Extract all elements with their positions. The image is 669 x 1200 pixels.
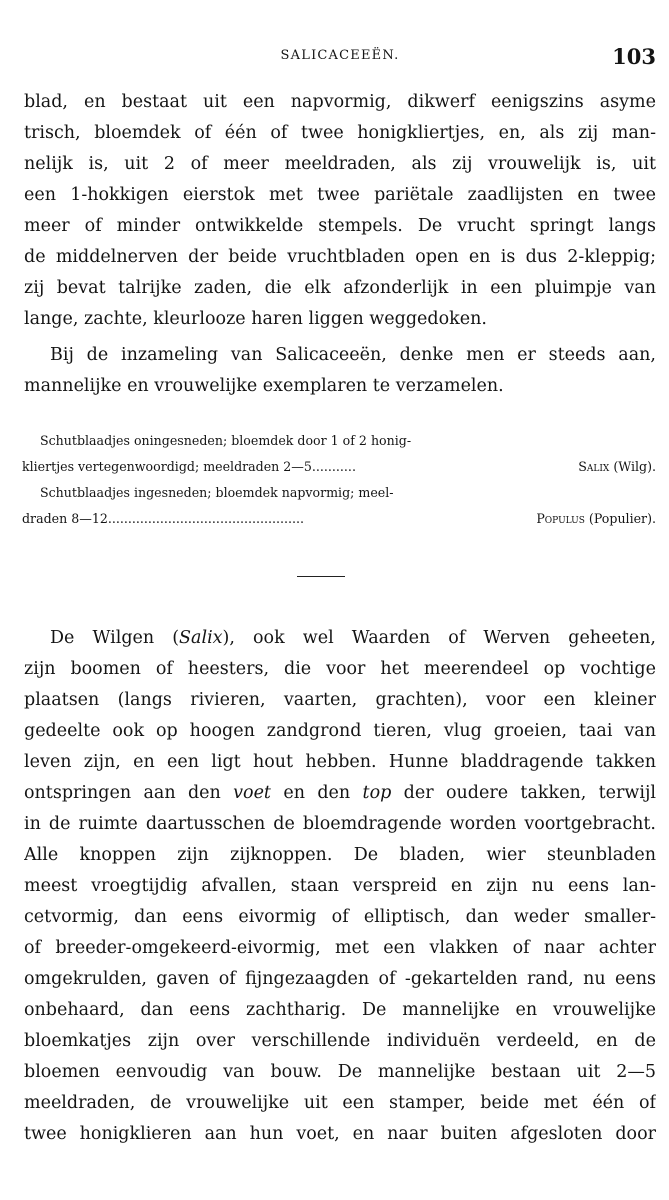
text-line: Alle knoppen zijn zijknoppen. De bladen, wier steunbladen [24, 845, 656, 865]
key-entry-salix [22, 455, 656, 478]
section-divider [297, 576, 345, 577]
genus-italic: Salix [179, 628, 223, 648]
text-line: trisch, bloemdek of één of twee honigkliertjes, en, als zij man- [24, 123, 656, 143]
text-line: blad, en bestaat uit een napvormig, dikwerf eenigszins asyme [24, 92, 656, 112]
text-line: onbehaard, dan eens zachtharig. De mannelijke en vrouwelijke [24, 1000, 656, 1020]
text-line: omgekrulden, gaven of fijngezaagden of -gekartelden rand, nu eens [24, 969, 656, 989]
text-line: plaatsen (langs rivieren, vaarten, grachten), voor een kleiner [24, 690, 656, 710]
text-line: de middelnerven der beide vruchtbladen open en is dus 2-kleppig; [24, 247, 656, 267]
text-line: zijn boomen of heesters, die voor het meerendeel op vochtige [24, 659, 656, 679]
key-entry-populus [22, 507, 656, 530]
text-line: mannelijke en vrouwelijke exemplaren te verzamelen. [24, 376, 504, 396]
page-number: 103 [612, 44, 656, 69]
key-line: Schutblaadjes ingesneden; bloemdek napvormig; meel- [40, 485, 394, 500]
common-name: (Wilg). [613, 459, 656, 474]
text-line: twee honigklieren aan hun voet, en naar buiten afgesloten door [24, 1124, 656, 1144]
text-line: bloemkatjes zijn over verschillende individuën verdeeld, en de [24, 1031, 656, 1051]
key-result [578, 455, 656, 478]
key-line: kliertjes vertegenwoordigd; meeldraden 2—5........... [22, 459, 356, 474]
running-head [24, 44, 656, 74]
text-line: een 1-hokkigen eierstok met twee pariëtale zaadlijsten en twee [24, 185, 656, 205]
text-line: nelijk is, uit 2 of meer meeldraden, als zij vrouwelijk is, uit [24, 154, 656, 174]
text-line: lange, zachte, kleurlooze haren liggen weggedoken. [24, 309, 487, 329]
text-line: leven zijn, en een ligt hout hebben. Hunne bladdragende takken [24, 752, 656, 772]
italic-term: voet [233, 783, 271, 803]
genus-name: Populus [536, 511, 585, 526]
text-line: ontspringen aan den voet en den top der oudere takken, terwijl [24, 783, 656, 803]
genus-name: Salix [578, 459, 610, 474]
text-line: of breeder-omgekeerd-eivormig, met een vlakken of naar achter [24, 938, 656, 958]
text-line: meer of minder ontwikkelde stempels. De vrucht springt langs [24, 216, 656, 236]
text-line: cetvormig, dan eens eivormig of elliptisch, dan weder smaller- [24, 907, 656, 927]
text-line: De Wilgen (Salix), ook wel Waarden of Werven geheeten, [50, 628, 656, 648]
text-line: meest vroegtijdig afvallen, staan verspreid en zijn nu eens lan- [24, 876, 656, 896]
running-title: SALICACEEËN. [280, 48, 400, 63]
common-name: (Populier). [588, 511, 656, 526]
text-line: bloemen eenvoudig van bouw. De mannelijke bestaan uit 2—5 [24, 1062, 656, 1082]
text-line: Bij de inzameling van Salicaceeën, denke men er steeds aan, [50, 345, 656, 365]
italic-term: top [362, 783, 392, 803]
key-line: draden 8—12................................................. [22, 511, 305, 526]
text-line: gedeelte ook op hoogen zandgrond tieren, vlug groeien, taai van [24, 721, 656, 741]
key-line: Schutblaadjes oningesneden; bloemdek door 1 of 2 honig- [40, 433, 412, 448]
key-result [536, 507, 656, 530]
text-line: zij bevat talrijke zaden, die elk afzonderlijk in een pluimpje van [24, 278, 656, 298]
text-line: meeldraden, de vrouwelijke uit een stamper, beide met één of [24, 1093, 656, 1113]
text-line: in de ruimte daartusschen de bloemdragende worden voortgebracht. [24, 814, 656, 834]
